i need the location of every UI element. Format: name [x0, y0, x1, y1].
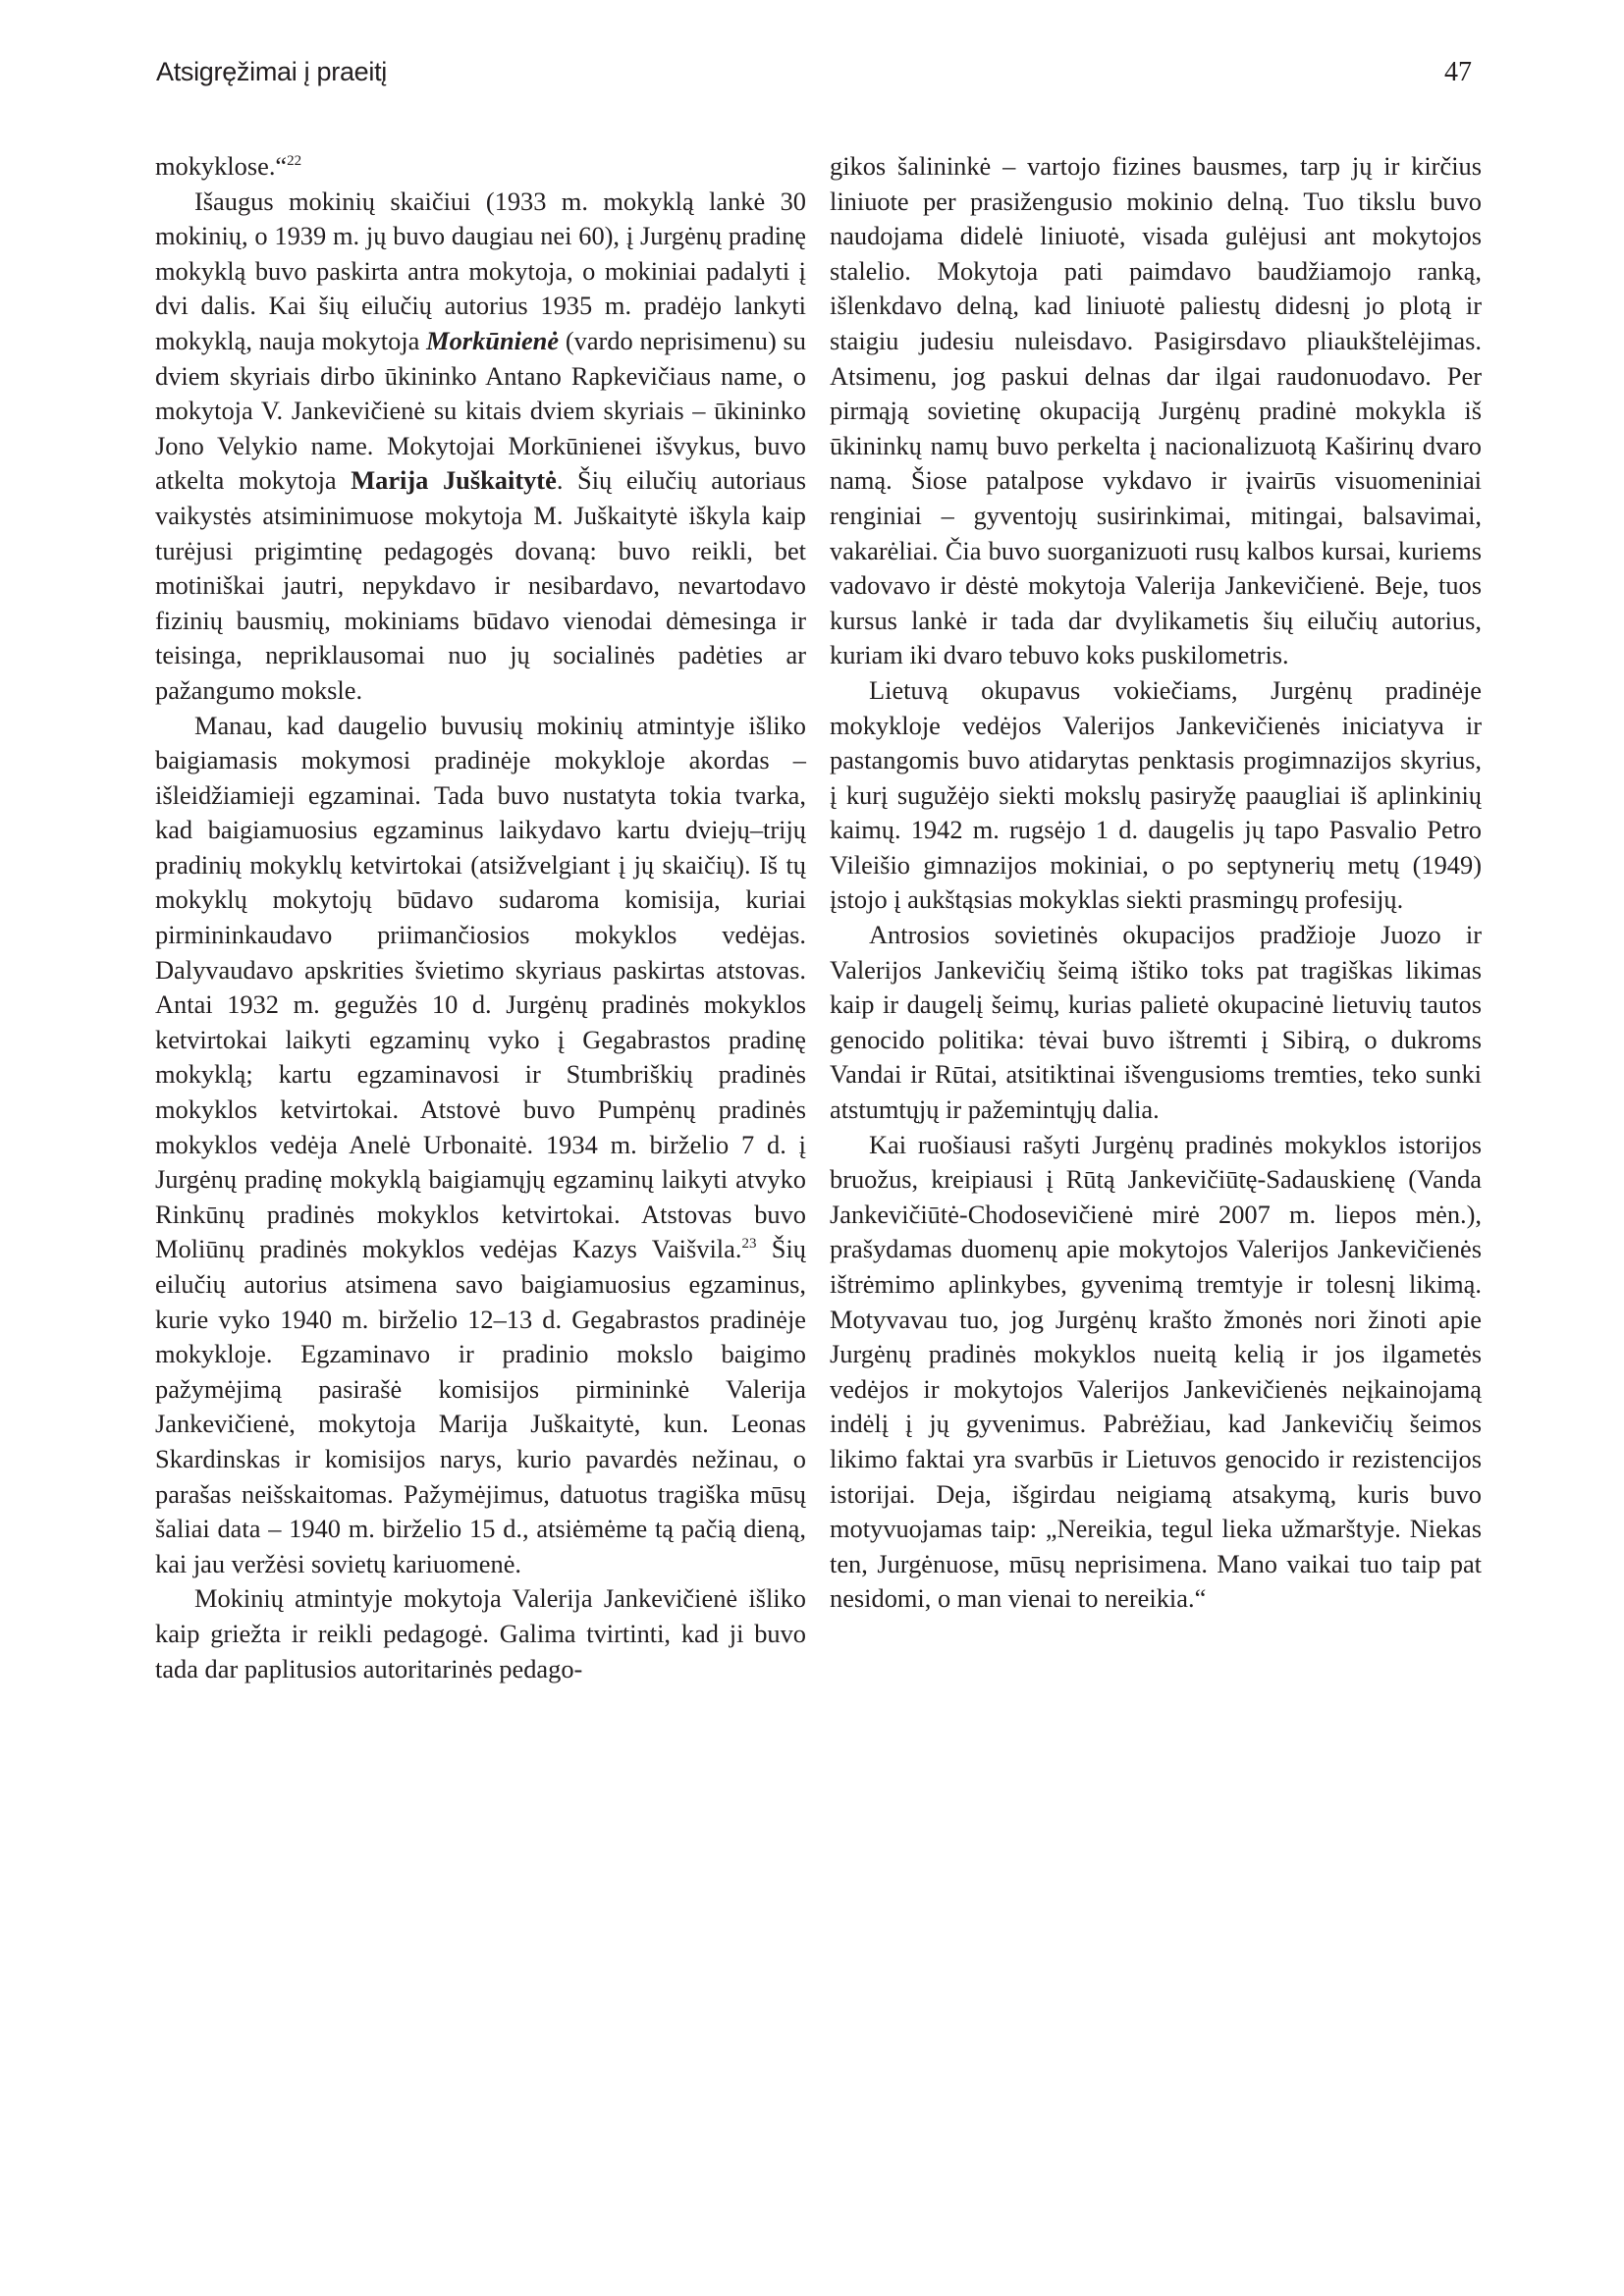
paragraph-continuation: gikos šalininkė – vartojo fizines bausmes, tarp jų ir kirčius liniuote per prasižengusio mokinio delną. Tuo tikslu buvo naudojama didelė liniuotė, visada gulėjusi ant mokytojos stalelio. Mokytoja pati paimdavo baudžiamojo ranką, išlenkdavo delną, kad liniuotė paliestų didesnį jo plotą ir staigiu judesiu nuleisdavo. Pasigirsdavo pliaukštelėjimas. Atsimenu, jog paskui delnas dar ilgai raudonuodavo. Per pirmąją sovietinę okupaciją Jurgėnų pradinė mokykla iš ūkininkų namų buvo perkelta į nacionalizuotą Kaširinų dvaro namą. Šiose patalpose vykdavo ir įvairūs visuomeniniai renginiai – gyventojų susirinkimai, mitingai, balsavimai, vakarėliai. Čia buvo suorganizuoti rusų kalbos kursai, kuriems vadovavo ir dėstė mokytoja Valerija Jankevičienė. Beje, tuos kursus lankė ir tada dar dvylikametis šių eilučių autorius, kuriam iki dvaro tebuvo koks puskilometris.	[830, 151, 1482, 670]
paragraph-teachers	[155, 185, 806, 709]
emphasized-name: Marija Juškaitytė	[351, 465, 557, 496]
emphasized-name: Morkūnienė	[426, 325, 560, 355]
left-column	[155, 149, 806, 1686]
paragraph-text: (vardo neprisimenu) su dviem skyriais dirbo ūkininko Antano Rapkevičiaus name, o mokytoja V. Jankevičienė su kitais dviem skyriais – ūkininko Jono Velykio name. Mokytojai Morkūnienei išvykus, buvo atkelta mokytoja	[155, 325, 806, 496]
paragraph-exams	[155, 709, 806, 1582]
paragraph-text: Manau, kad daugelio buvusių mokinių atmintyje išliko baigiamasis mokymosi pradinėje mokykloje akordas – išleidžiamieji egzaminai. Tada buvo nustatyta tokia tvarka, kad baigiamuosius egzaminus laikydavo kartu dviejų–trijų pradinių mokyklų ketvirtokai (atsižvelgiant į jų skaičių). Iš tų mokyklų mokytojų būdavo sudaroma komisija, kuriai pirmininkaudavo priimančiosios mokyklos vedėjas. Dalyvaudavo apskrities švietimo skyriaus paskirtas atstovas. Antai 1932 m. gegužės 10 d. Jurgėnų pradinės mokyklos ketvirtokai laikyti egzaminų vyko į Gegabrastos pradinę mokyklą; kartu egzaminavosi ir Stumbriškių pradinės mokyklos ketvirtokai. Atstovė buvo Pumpėnų pradinės mokyklos vedėja Anelė Urbonaitė. 1934 m. birželio 7 d. į Jurgėnų pradinę mokyklą baigiamųjų egzaminų laikyti atvyko Rinkūnų pradinės mokyklos ketvirtokai. Atstovas buvo Moliūnų pradinės mokyklos vedėjas Kazys Vaišvila.	[155, 710, 806, 1264]
paragraph-german-occupation: Lietuvą okupavus vokiečiams, Jurgėnų pradinėje mokykloje vedėjos Valerijos Jankevičienės iniciatyva ir pastangomis buvo atidarytas penktasis progimnazijos skyrius, į kurį sugužėjo siekti mokslų pasiryžę paaugliai iš aplinkinių kaimų. 1942 m. rugsėjo 1 d. daugelis jų tapo Pasvalio Petro Vileišio gimnazijos mokiniai, o po septynerių metų (1949) įstojo į aukštąsias mokyklas siekti prasmingų profesijų.	[830, 674, 1482, 915]
paragraph-text: Šių eilučių autorius atsimena savo baigiamuosius egzaminus, kurie vyko 1940 m. birželio 12–13 d. Gegabrastos pradinėje mokykloje. Egzaminavo ir pradinio mokslo baigimo pažymėjimą pasirašė komisijos pirmininkė Valerija Jankevičienė, mokytoja Marija Juškaitytė, kun. Leonas Skardinskas ir komisijos narys, kurio pavardės nežinau, o parašas neišskaitomas. Pažymėjimus, datuotus tragiška mūsų šaliai data – 1940 m. birželio 15 d., atsiėmėme tą pačią dieną, kai jau veržėsi sovietų kariuomenė.	[155, 1234, 806, 1578]
right-column	[830, 149, 1482, 1617]
paragraph-memory: Mokinių atmintyje mokytoja Valerija Jankevičienė išliko kaip griežta ir reikli pedagogė. Galima tvirtinti, kad ji buvo tada dar paplitusios autoritarinės pedago-	[155, 1583, 806, 1683]
paragraph-inquiry: Kai ruošiausi rašyti Jurgėnų pradinės mokyklos istorijos bruožus, kreipiausi į Rūtą Jankevičiūtę-Sadauskienę (Vanda Jankevičiūtė-Chodosevičienė mirė 2007 m. liepos mėn.), prašydamas duomenų apie mokytojos Valerijos Jankevičienės ištrėmimo aplinkybes, gyvenimą tremtyje ir tolesnį likimą. Motyvavau tuo, jog Jurgėnų krašto žmonės nori žinoti apie Jurgėnų pradinės mokyklos nueitą kelią ir jos ilgametės vedėjos ir mokytojos Valerijos Jankevičienės neįkainojamą indėlį į jų gyvenimus. Pabrėžiau, kad Jankevičių šeimos likimo faktai yra svarbūs ir Lietuvos genocido ir rezistencijos istorijai. Deja, išgirdau neigiamą atsakymą, kuris buvo motyvuojamas taip: „Nereikia, tegul lieka užmarštyje. Niekas ten, Jurgėnuose, mūsų neprisimena. Mano vaikai tuo taip pat nesidomi, o man vienai to nereikia.“	[830, 1129, 1482, 1614]
paragraph-text: mokyklose.“	[155, 151, 288, 181]
running-head-title: Atsigręžimai į praeitį	[156, 57, 387, 86]
footnote-ref: 23	[741, 1236, 757, 1253]
footnote-ref: 22	[287, 153, 302, 169]
paragraph-continuation	[155, 149, 806, 185]
paragraph-soviet-occupation: Antrosios sovietinės okupacijos pradžioje Juozo ir Valerijos Jankevičių šeimą ištiko toks pat tragiškas likimas kaip ir daugelį šeimų, kurias palietė okupacinė lietuvių tautos genocido politika: tėvai buvo ištremti į Sibirą, o dukroms Vandai ir Rūtai, atsitiktinai išvengusioms tremties, teko sunki atstumtųjų ir pažemintųjų dalia.	[830, 920, 1482, 1125]
page-number: 47	[1444, 57, 1472, 87]
paragraph-text: Išaugus mokinių skaičiui (1933 m. mokyklą lankė 30 mokinių, o 1939 m. jų buvo daugiau nei 60), į Jurgėnų pradinę mokyklą buvo paskirta antra mokytoja, o mokiniai padalyti į dvi dalis. Kai šių eilučių autorius 1935 m. pradėjo lankyti mokyklą, nauja mokytoja	[155, 186, 806, 355]
paragraph-text: . Šių eilučių autoriaus vaikystės atsiminimuose mokytoja M. Juškaitytė iškyla kaip turėjusi prigimtinę pedagogės dovaną: buvo reikli, bet motiniškai jautri, nepykdavo ir nesibardavo, nevartodavo fizinių bausmių, mokiniams būdavo vienodai dėmesinga ir teisinga, nepriklausomai nuo jų socialinės padėties ar pažangumo moksle.	[155, 465, 806, 705]
